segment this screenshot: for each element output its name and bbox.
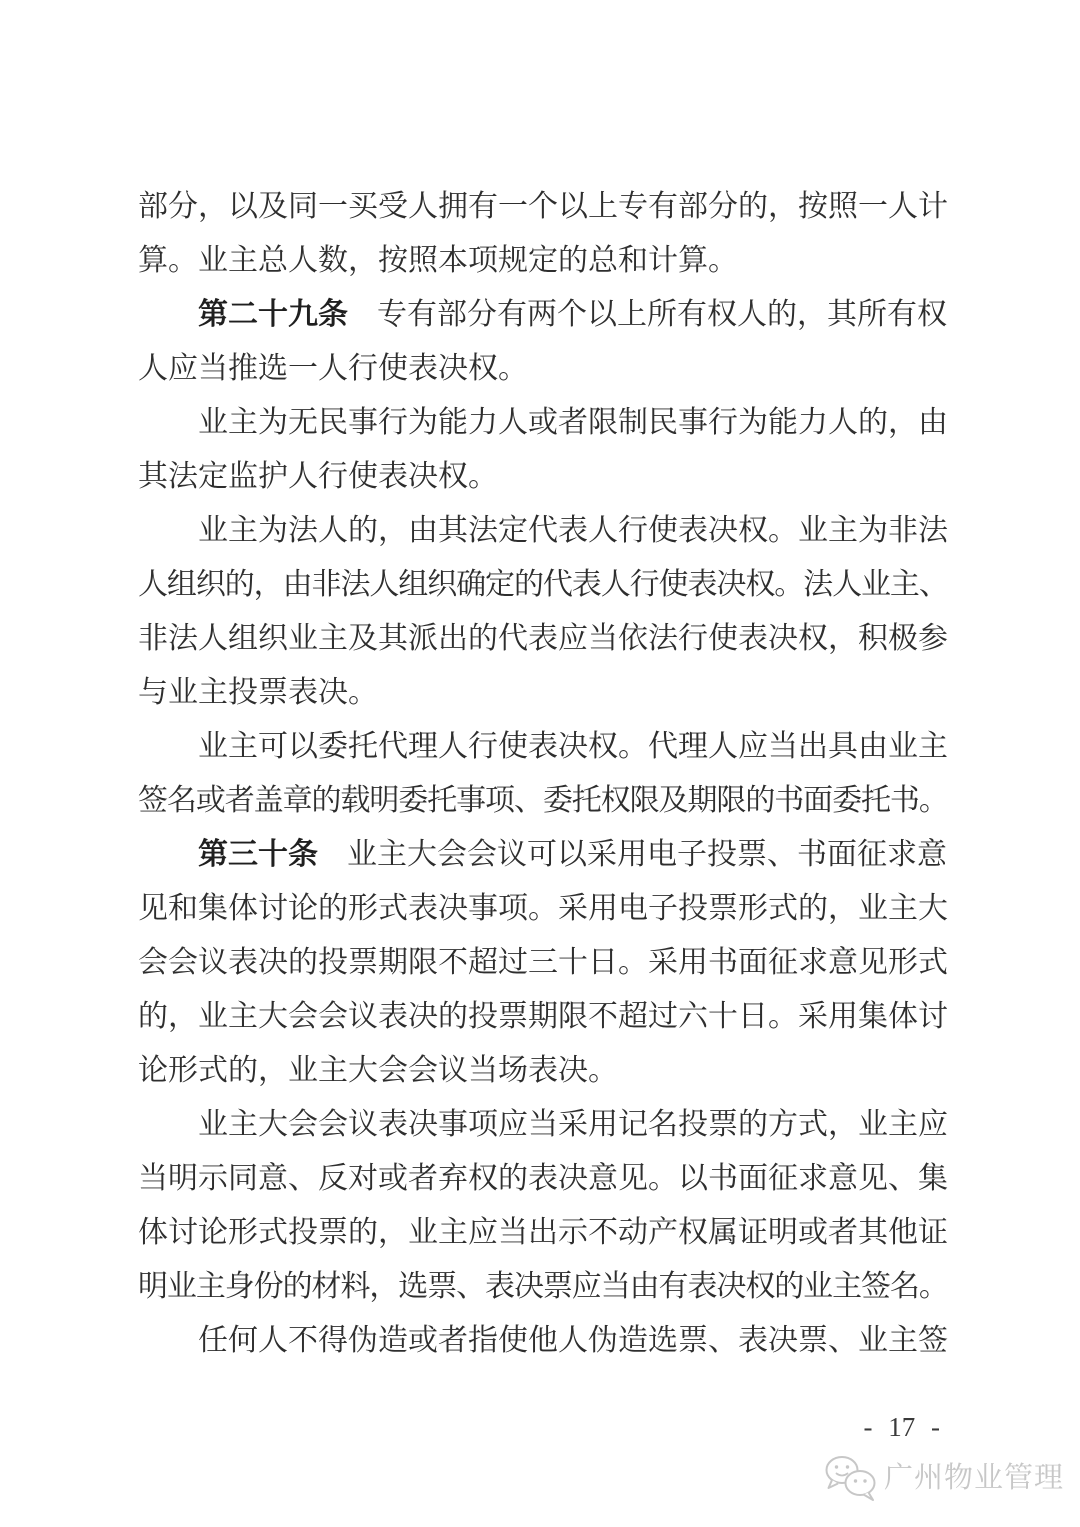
paragraph bbox=[138, 504, 950, 720]
text-line: 体讨论形式投票的，业主应当出示不动产权属证明或者其他证 bbox=[138, 1216, 948, 1249]
text-line: 人组织的，由非法人组织确定的代表人行使表决权。法人业主、 bbox=[138, 568, 948, 601]
text-line: 其法定监护人行使表决权。 bbox=[138, 460, 498, 493]
text-line: 明业主身份的材料，选票、表决票应当由有表决权的业主签名。 bbox=[138, 1270, 948, 1303]
text-line: 第二十九条 专有部分有两个以上所有权人的，其所有权 bbox=[198, 298, 947, 331]
text-line: 部分，以及同一买受人拥有一个以上专有部分的，按照一人计 bbox=[138, 190, 948, 223]
text-line: 业主为法人的，由其法定代表人行使表决权。业主为非法 bbox=[198, 514, 948, 547]
text-line: 论形式的，业主大会会议当场表决。 bbox=[138, 1054, 618, 1087]
watermark-label: 广州物业管理 bbox=[883, 1461, 1064, 1494]
document-body bbox=[138, 180, 950, 1368]
paragraph bbox=[138, 288, 950, 396]
text-line: 业主可以委托代理人行使表决权。代理人应当出具由业主 bbox=[198, 730, 948, 763]
paragraph bbox=[138, 1098, 950, 1314]
text-line: 会会议表决的投票期限不超过三十日。采用书面征求意见形式 bbox=[138, 946, 948, 979]
page-number: - 17 - bbox=[863, 1412, 940, 1442]
article-number: 第二十九条 bbox=[198, 298, 348, 331]
text-line: 算。业主总人数，按照本项规定的总和计算。 bbox=[138, 244, 738, 277]
wechat-icon bbox=[823, 1454, 878, 1501]
article-number: 第三十条 bbox=[198, 838, 318, 871]
paragraph bbox=[138, 180, 950, 288]
text-line: 业主为无民事行为能力人或者限制民事行为能力人的，由 bbox=[198, 406, 948, 439]
text-line: 当明示同意、反对或者弃权的表决意见。以书面征求意见、集 bbox=[138, 1162, 948, 1195]
text-line: 见和集体讨论的形式表决事项。采用电子投票形式的，业主大 bbox=[138, 892, 948, 925]
text-line: 业主大会会议表决事项应当采用记名投票的方式，业主应 bbox=[198, 1108, 948, 1141]
text-line: 非法人组织业主及其派出的代表应当依法行使表决权，积极参 bbox=[138, 622, 948, 655]
paragraph bbox=[138, 396, 950, 504]
paragraph bbox=[138, 828, 950, 1098]
text-line: 第三十条 业主大会会议可以采用电子投票、书面征求意 bbox=[198, 838, 947, 871]
text-line: 人应当推选一人行使表决权。 bbox=[138, 352, 528, 385]
paragraph bbox=[138, 720, 950, 828]
text-line: 签名或者盖章的载明委托事项、委托权限及期限的书面委托书。 bbox=[138, 784, 948, 817]
text-line: 的，业主大会会议表决的投票期限不超过六十日。采用集体讨 bbox=[138, 1000, 948, 1033]
watermark bbox=[823, 1454, 1064, 1501]
text-line: 与业主投票表决。 bbox=[138, 676, 378, 709]
text-line: 任何人不得伪造或者指使他人伪造选票、表决票、业主签 bbox=[198, 1324, 948, 1357]
paragraph bbox=[138, 1314, 950, 1368]
